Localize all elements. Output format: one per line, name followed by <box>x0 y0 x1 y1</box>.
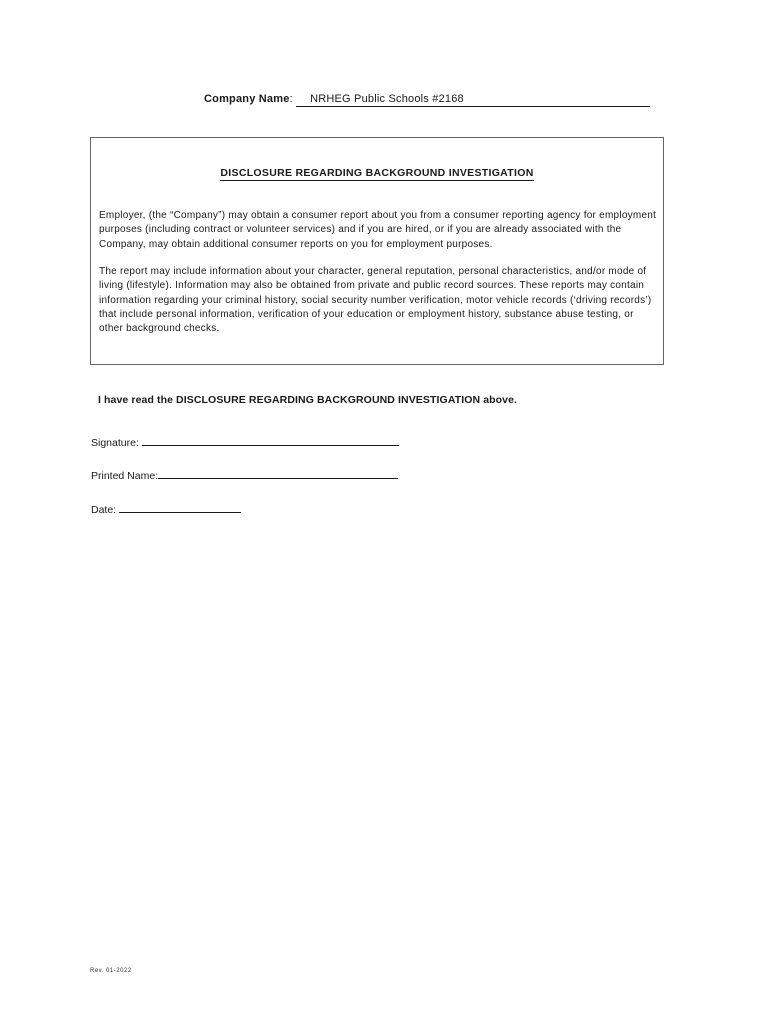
printed-name-field <box>91 467 398 482</box>
disclosure-title <box>91 167 663 179</box>
signature-line[interactable] <box>142 434 399 446</box>
disclosure-paragraph-2: The report may include information about your character, general reputation, personal characteristics, and/or mode of living (lifestyle). Information may also be obtained from private and public record sources. These reports may contain information regarding your criminal history, social security number verification, motor vehicle records (‘driving records’) that include personal information, verification of your education or employment history, substance abuse testing, or other background checks. <box>99 266 652 335</box>
disclosure-box <box>90 137 664 365</box>
date-label: Date: <box>91 504 117 516</box>
company-name-value[interactable]: NRHEG Public Schools #2168 <box>296 93 650 107</box>
company-name-separator: : <box>289 93 293 105</box>
company-name-line <box>204 93 650 107</box>
acknowledgement-statement: I have read the DISCLOSURE REGARDING BACKGROUND INVESTIGATION above. <box>98 394 518 406</box>
date-line[interactable] <box>119 501 241 513</box>
date-field <box>91 501 241 516</box>
revision-note: Rev. 01-2022 <box>90 968 132 974</box>
company-name-label: Company Name <box>204 93 290 105</box>
printed-name-label: Printed Name: <box>91 470 159 482</box>
signature-field <box>91 434 399 449</box>
printed-name-line[interactable] <box>158 467 398 479</box>
signature-label: Signature: <box>91 437 139 449</box>
disclosure-title-text: DISCLOSURE REGARDING BACKGROUND INVESTIGATION <box>220 167 534 179</box>
disclosure-paragraph-1: Employer, (the “Company”) may obtain a consumer report about you from a consumer reporting agency for employment purposes (including contract or volunteer services) and if you are hired, or if you are already associated with the Company, may obtain additional consumer reports on you for employment purposes. <box>99 210 657 250</box>
